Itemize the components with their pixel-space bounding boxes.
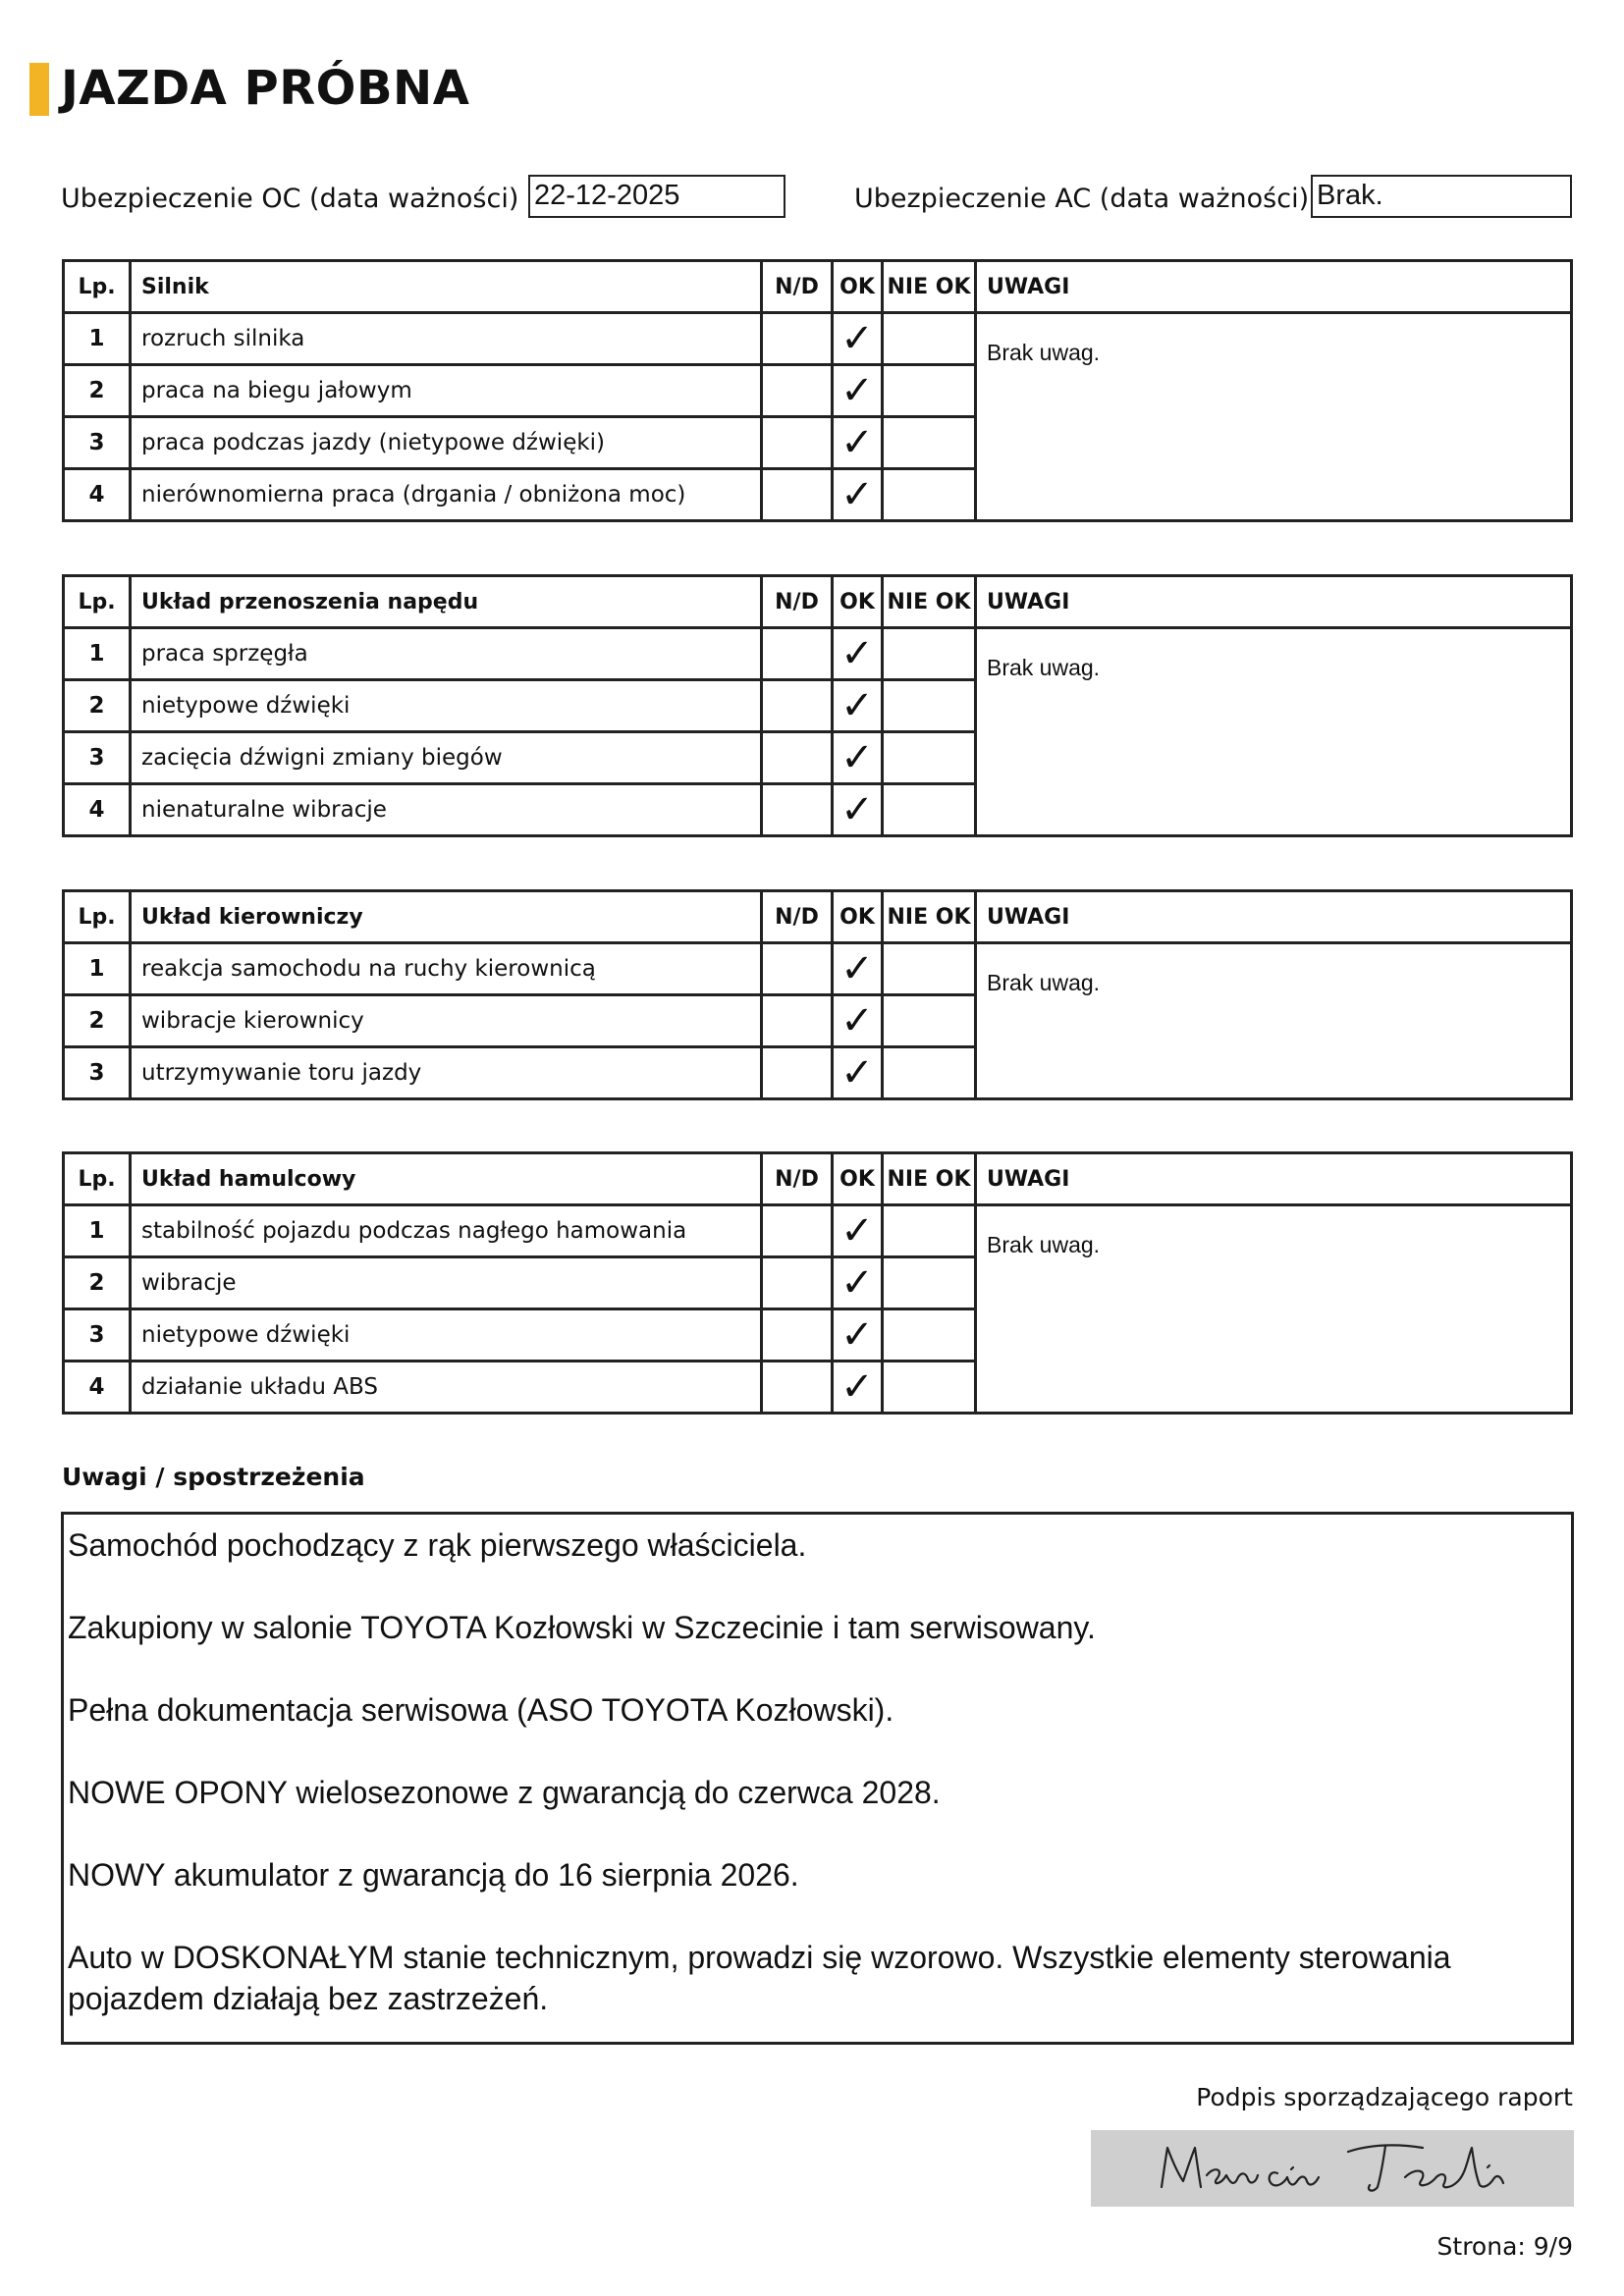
uwagi-header: UWAGI <box>976 891 1572 943</box>
ok-header: OK <box>833 891 883 943</box>
ok-header: OK <box>833 261 883 313</box>
nieok-cell[interactable] <box>883 628 976 680</box>
nieok-cell[interactable] <box>883 732 976 784</box>
nd-cell[interactable] <box>762 469 833 521</box>
lp-header: Lp. <box>64 1153 131 1205</box>
row-label: działanie układu ABS <box>131 1362 762 1414</box>
section-title: Układ hamulcowy <box>131 1153 762 1205</box>
ok-cell[interactable] <box>833 469 883 521</box>
nd-cell[interactable] <box>762 1047 833 1099</box>
row-number: 4 <box>64 784 131 836</box>
observation-paragraph: Pełna dokumentacja serwisowa (ASO TOYOTA Kozłowski). <box>68 1692 894 1728</box>
checkmark-icon: ✓ <box>840 787 874 832</box>
nd-cell[interactable] <box>762 784 833 836</box>
observations-field[interactable] <box>61 1512 1574 2045</box>
lp-header: Lp. <box>64 261 131 313</box>
ok-cell[interactable] <box>833 784 883 836</box>
nieok-cell[interactable] <box>883 313 976 365</box>
signature-label: Podpis sporządzającego raport <box>1196 2083 1573 2111</box>
nd-cell[interactable] <box>762 1257 833 1309</box>
ok-cell[interactable] <box>833 1362 883 1414</box>
ok-cell[interactable] <box>833 628 883 680</box>
ok-cell[interactable] <box>833 1047 883 1099</box>
nd-cell[interactable] <box>762 680 833 732</box>
ok-cell[interactable] <box>833 1205 883 1257</box>
ok-cell[interactable] <box>833 417 883 469</box>
ac-insurance-date-field[interactable]: Brak. <box>1311 175 1572 218</box>
table-row <box>64 313 1572 365</box>
ok-header: OK <box>833 1153 883 1205</box>
nd-cell[interactable] <box>762 1309 833 1362</box>
row-label: praca podczas jazdy (nietypowe dźwięki) <box>131 417 762 469</box>
observation-paragraph: NOWE OPONY wielosezonowe z gwarancją do czerwca 2028. <box>68 1775 941 1810</box>
nieok-header: NIE OK <box>883 1153 976 1205</box>
row-number: 1 <box>64 628 131 680</box>
nd-cell[interactable] <box>762 628 833 680</box>
section-title: Układ kierowniczy <box>131 891 762 943</box>
row-number: 2 <box>64 365 131 417</box>
nieok-header: NIE OK <box>883 891 976 943</box>
checkmark-icon: ✓ <box>840 1208 874 1254</box>
ok-cell[interactable] <box>833 1257 883 1309</box>
nd-cell[interactable] <box>762 943 833 995</box>
nieok-header: NIE OK <box>883 261 976 313</box>
checkmark-icon: ✓ <box>840 946 874 991</box>
uwagi-header: UWAGI <box>976 1153 1572 1205</box>
section-title: Silnik <box>131 261 762 313</box>
checkmark-icon: ✓ <box>840 1364 874 1410</box>
table-row <box>64 1205 1572 1257</box>
checkmark-icon: ✓ <box>840 1312 874 1358</box>
nieok-cell[interactable] <box>883 1047 976 1099</box>
ok-cell[interactable] <box>833 1309 883 1362</box>
section-title: Układ przenoszenia napędu <box>131 576 762 628</box>
checkmark-icon: ✓ <box>840 1260 874 1306</box>
observation-paragraph: Auto w DOSKONAŁYM stanie technicznym, prowadzi się wzorowo. Wszystkie elementy sterowania pojazdem działają bez zastrzeżeń. <box>68 1940 1451 2016</box>
nd-cell[interactable] <box>762 732 833 784</box>
row-number: 4 <box>64 469 131 521</box>
section-remark[interactable]: Brak uwag. <box>976 628 1572 836</box>
row-label: nietypowe dźwięki <box>131 1309 762 1362</box>
observation-paragraph: Zakupiony w salonie TOYOTA Kozłowski w Szczecinie i tam serwisowany. <box>68 1610 1096 1645</box>
observations-label: Uwagi / spostrzeżenia <box>62 1463 365 1491</box>
nieok-cell[interactable] <box>883 1257 976 1309</box>
row-label: wibracje kierownicy <box>131 995 762 1047</box>
row-label: nietypowe dźwięki <box>131 680 762 732</box>
oc-insurance-label: Ubezpieczenie OC (data ważności) <box>61 184 519 214</box>
nieok-cell[interactable] <box>883 995 976 1047</box>
nd-header: N/D <box>762 576 833 628</box>
row-label: utrzymywanie toru jazdy <box>131 1047 762 1099</box>
ok-cell[interactable] <box>833 365 883 417</box>
page-number: Strona: 9/9 <box>1436 2232 1573 2261</box>
section-remark[interactable]: Brak uwag. <box>976 943 1572 1099</box>
nd-header: N/D <box>762 1153 833 1205</box>
title-accent-bar <box>29 63 49 116</box>
row-number: 3 <box>64 1047 131 1099</box>
nieok-cell[interactable] <box>883 365 976 417</box>
row-number: 1 <box>64 943 131 995</box>
oc-insurance-date-field[interactable]: 22-12-2025 <box>528 175 785 218</box>
lp-header: Lp. <box>64 891 131 943</box>
row-number: 2 <box>64 1257 131 1309</box>
uwagi-header: UWAGI <box>976 576 1572 628</box>
nieok-cell[interactable] <box>883 417 976 469</box>
nd-cell[interactable] <box>762 1205 833 1257</box>
handwritten-signature <box>1091 2130 1574 2207</box>
row-number: 1 <box>64 313 131 365</box>
row-label: stabilność pojazdu podczas nagłego hamowania <box>131 1205 762 1257</box>
section-table-naped <box>62 574 1573 837</box>
nieok-header: NIE OK <box>883 576 976 628</box>
row-number: 3 <box>64 1309 131 1362</box>
nieok-cell[interactable] <box>883 1205 976 1257</box>
checkmark-icon: ✓ <box>840 472 874 517</box>
ok-cell[interactable] <box>833 680 883 732</box>
row-label: wibracje <box>131 1257 762 1309</box>
row-number: 2 <box>64 995 131 1047</box>
ok-header: OK <box>833 576 883 628</box>
observation-paragraph: Samochód pochodzący z rąk pierwszego właściciela. <box>68 1527 807 1563</box>
section-table-hamulcowy <box>62 1151 1573 1415</box>
section-table-silnik <box>62 259 1573 522</box>
row-number: 2 <box>64 680 131 732</box>
page-title: JAZDA PRÓBNA <box>61 61 470 116</box>
section-table-kierowniczy <box>62 889 1573 1100</box>
row-label: nierównomierna praca (drgania / obniżona moc) <box>131 469 762 521</box>
section-remark[interactable]: Brak uwag. <box>976 313 1572 521</box>
nieok-cell[interactable] <box>883 1309 976 1362</box>
checkmark-icon: ✓ <box>840 1050 874 1095</box>
ok-cell[interactable] <box>833 995 883 1047</box>
nd-header: N/D <box>762 261 833 313</box>
checkmark-icon: ✓ <box>840 998 874 1043</box>
checkmark-icon: ✓ <box>840 316 874 361</box>
table-row <box>64 943 1572 995</box>
ok-cell[interactable] <box>833 313 883 365</box>
nd-cell[interactable] <box>762 313 833 365</box>
nieok-cell[interactable] <box>883 1362 976 1414</box>
nd-header: N/D <box>762 891 833 943</box>
row-label: rozruch silnika <box>131 313 762 365</box>
nd-cell[interactable] <box>762 1362 833 1414</box>
row-label: reakcja samochodu na ruchy kierownicą <box>131 943 762 995</box>
nd-cell[interactable] <box>762 995 833 1047</box>
nd-cell[interactable] <box>762 417 833 469</box>
row-label: nienaturalne wibracje <box>131 784 762 836</box>
row-number: 3 <box>64 732 131 784</box>
checkmark-icon: ✓ <box>840 683 874 728</box>
row-number: 1 <box>64 1205 131 1257</box>
nieok-cell[interactable] <box>883 680 976 732</box>
nieok-cell[interactable] <box>883 943 976 995</box>
signature-area <box>1091 2130 1574 2207</box>
row-number: 3 <box>64 417 131 469</box>
nieok-cell[interactable] <box>883 784 976 836</box>
checkmark-icon: ✓ <box>840 368 874 413</box>
table-row <box>64 628 1572 680</box>
row-number: 4 <box>64 1362 131 1414</box>
nieok-cell[interactable] <box>883 469 976 521</box>
ac-insurance-label: Ubezpieczenie AC (data ważności) <box>854 184 1310 214</box>
nd-cell[interactable] <box>762 365 833 417</box>
lp-header: Lp. <box>64 576 131 628</box>
row-label: praca sprzęgła <box>131 628 762 680</box>
checkmark-icon: ✓ <box>840 631 874 676</box>
observation-paragraph: NOWY akumulator z gwarancją do 16 sierpnia 2026. <box>68 1857 799 1893</box>
checkmark-icon: ✓ <box>840 735 874 780</box>
row-label: zacięcia dźwigni zmiany biegów <box>131 732 762 784</box>
ok-cell[interactable] <box>833 732 883 784</box>
ok-cell[interactable] <box>833 943 883 995</box>
uwagi-header: UWAGI <box>976 261 1572 313</box>
row-label: praca na biegu jałowym <box>131 365 762 417</box>
section-remark[interactable]: Brak uwag. <box>976 1205 1572 1414</box>
checkmark-icon: ✓ <box>840 420 874 465</box>
